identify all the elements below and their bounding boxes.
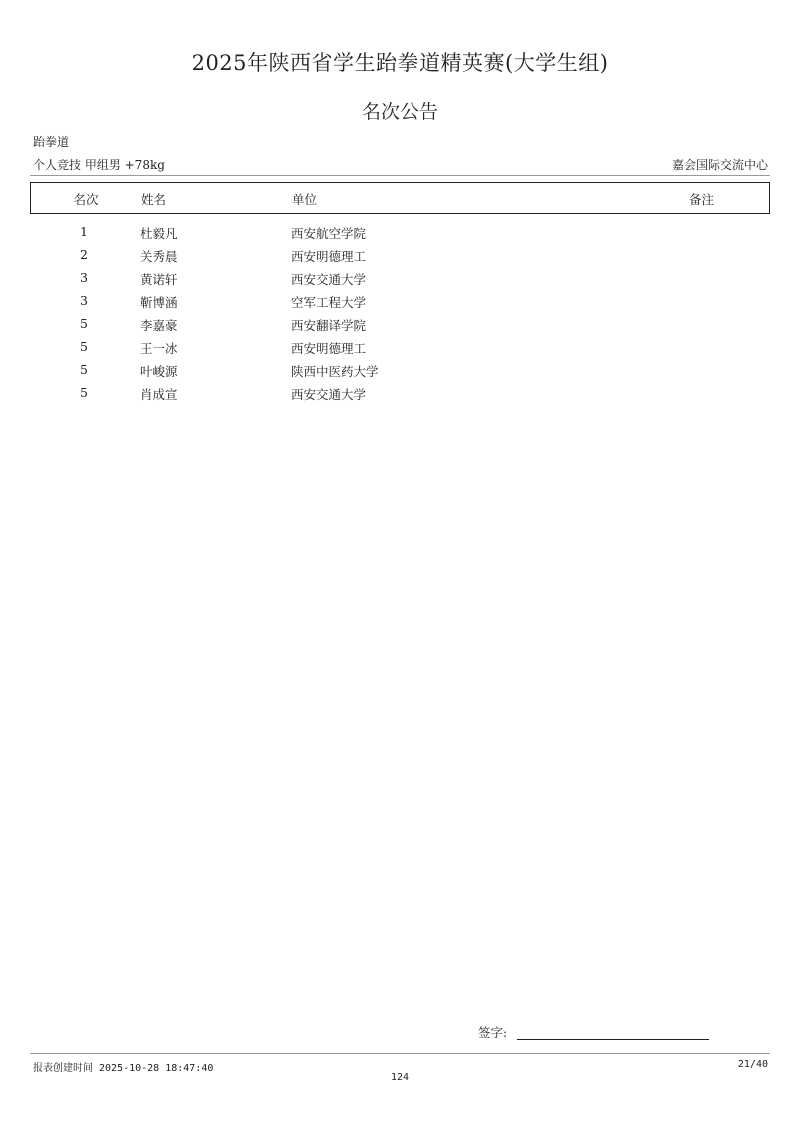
unit-cell: 西安翻译学院 xyxy=(291,318,367,333)
header-rank: 名次 xyxy=(73,192,99,207)
unit-cell: 西安交通大学 xyxy=(291,387,367,402)
unit-cell: 空军工程大学 xyxy=(291,295,367,310)
rank-cell: 3 xyxy=(80,293,88,308)
document-title: 2025年陕西省学生跆拳道精英赛(大学生组) xyxy=(191,51,609,75)
table-row xyxy=(30,268,770,291)
document-code: 124 xyxy=(390,1072,410,1083)
table-row xyxy=(30,245,770,268)
footer-divider xyxy=(30,1053,770,1054)
table-row xyxy=(30,314,770,337)
rank-cell: 5 xyxy=(80,362,88,377)
signature-label: 签字: xyxy=(478,1025,508,1040)
unit-cell: 陕西中医药大学 xyxy=(291,364,379,379)
name-cell: 黄诺轩 xyxy=(140,272,178,287)
table-header xyxy=(30,182,770,214)
sport-name: 跆拳道 xyxy=(33,135,70,149)
page-number: 21/40 xyxy=(737,1059,768,1070)
table-row xyxy=(30,222,770,245)
signature-line xyxy=(517,1039,709,1040)
rank-cell: 3 xyxy=(80,270,88,285)
header-divider xyxy=(30,175,770,176)
name-cell: 关秀晨 xyxy=(140,249,178,264)
created-time: 2025-10-28 18:47:40 xyxy=(99,1063,214,1074)
table-row xyxy=(30,337,770,360)
table-row xyxy=(30,360,770,383)
rank-cell: 5 xyxy=(80,339,88,354)
header-name: 姓名 xyxy=(141,192,167,207)
table-row xyxy=(30,383,770,406)
rank-cell: 2 xyxy=(80,247,88,262)
table-row xyxy=(30,291,770,314)
event-name: 个人竞技 甲组男 +78kg xyxy=(33,158,165,172)
results-table xyxy=(30,222,770,406)
name-cell: 杜毅凡 xyxy=(140,226,178,241)
name-cell: 叶峻源 xyxy=(140,364,178,379)
rank-cell: 5 xyxy=(80,316,88,331)
unit-cell: 西安交通大学 xyxy=(291,272,367,287)
header-unit: 单位 xyxy=(292,192,318,207)
rank-cell: 1 xyxy=(80,224,88,239)
name-cell: 王一冰 xyxy=(140,341,178,356)
unit-cell: 西安明德理工 xyxy=(291,249,367,264)
unit-cell: 西安明德理工 xyxy=(291,341,367,356)
name-cell: 靳博涵 xyxy=(140,295,178,310)
header-note: 备注 xyxy=(689,192,715,207)
venue-name: 嘉会国际交流中心 xyxy=(671,158,768,172)
unit-cell: 西安航空学院 xyxy=(291,226,367,241)
created-label: 报表创建时间 xyxy=(33,1063,93,1074)
rank-cell: 5 xyxy=(80,385,88,400)
name-cell: 李嘉豪 xyxy=(140,318,178,333)
name-cell: 肖成宣 xyxy=(140,387,178,402)
document-subtitle: 名次公告 xyxy=(361,101,438,123)
